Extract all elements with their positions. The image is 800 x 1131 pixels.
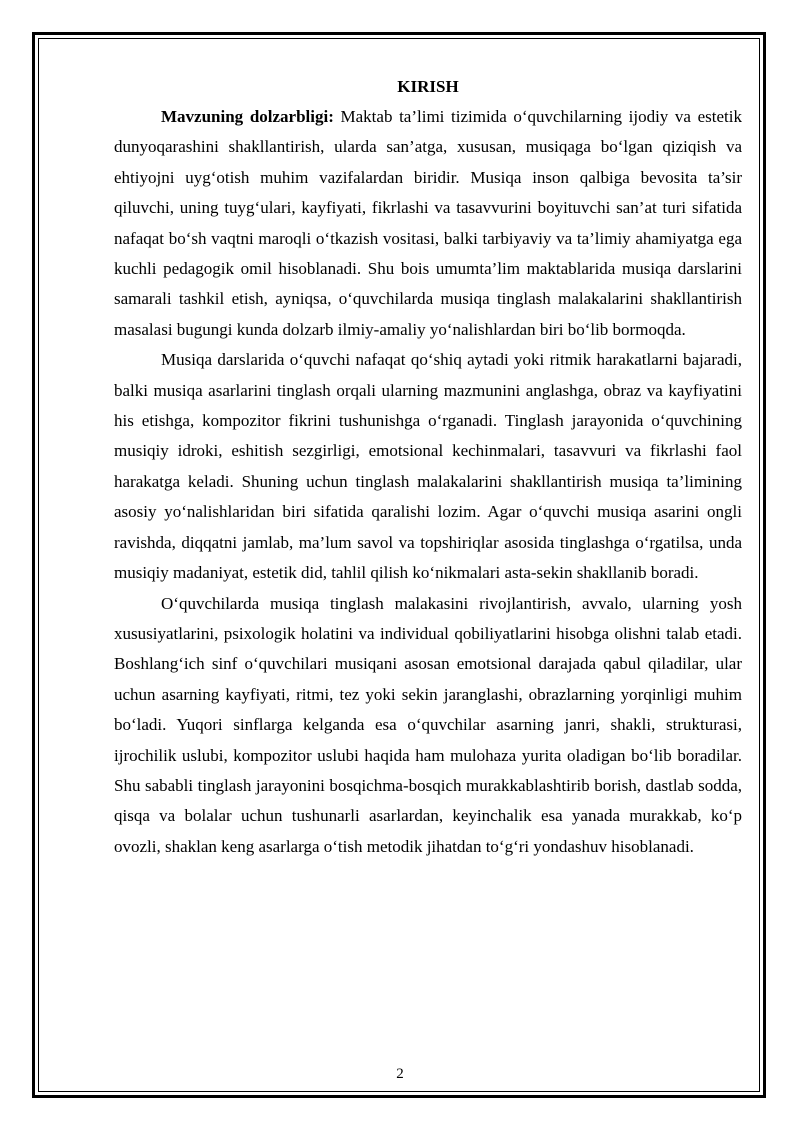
paragraph-text: Maktab ta’limi tizimida oʻquvchilarning ijodiy va estetik dunyoqarashini shakllantirish, ularda san’atga, xususan, musiqaga boʻlgan qiziqish va ehtiyojni uygʻotish muhim vazifalardan biridir. Musiqa inson qalbiga bevosita ta’sir qiluvchi, uning tuygʻulari, kayfiyati, fikrlashi va tasavvurini boyituvchi san’at turi sifatida nafaqat boʻsh vaqtni maroqli oʻtkazish vositasi, balki tarbiyaviy va ta’limiy ahamiyatga ega kuchli pedagogik omil hisoblanadi. Shu bois umumta’lim maktablarida musiqa darslarini samarali tashkil etish, ayniqsa, oʻquvchilarda musiqa tinglash malakalarini shakllantirish masalasi bugungi kunda dolzarb ilmiy-amaliy yoʻnalishlardan biri boʻlib bormoqda.	[114, 107, 742, 339]
paragraph-relevance	[114, 102, 742, 345]
document-body	[114, 76, 742, 862]
paragraph-listening: Musiqa darslarida oʻquvchi nafaqat qoʻshiq aytadi yoki ritmik harakatlarni bajaradi, balki musiqa asarlarini tinglash orqali ularning mazmunini anglashga, obraz va kayfiyatini his etishga, kompozitor fikrini tushunishga oʻrganadi. Tinglash jarayonida oʻquvchining musiqiy idroki, eshitish sezgirligi, emotsional kechinmalari, tasavvuri va fikrlashi faol harakatga keladi. Shuning uchun tinglash malakalarini shakllantirish musiqa ta’limining asosiy yoʻnalishlaridan biri sifatida qaralishi lozim. Agar oʻquvchi musiqa asarini ongli ravishda, diqqatni jamlab, ma’lum savol va topshiriqlar asosida tinglashga oʻrgatilsa, unda musiqiy madaniyat, estetik did, tahlil qilish koʻnikmalari asta-sekin shakllanib boradi.	[114, 350, 742, 583]
section-title: KIRISH	[397, 77, 459, 96]
paragraph-development: Oʻquvchilarda musiqa tinglash malakasini rivojlantirish, avvalo, ularning yosh xususiyatlarini, psixologik holatini va individual qobiliyatlarini hisobga olishni talab etadi. Boshlangʻich sinf oʻquvchilari musiqani asosan emotsional darajada qabul qiladilar, ular uchun asarning kayfiyati, ritmi, tez yoki sekin jaranglashi, obrazlarning yorqinligi muhim boʻladi. Yuqori sinflarga kelganda esa oʻquvchilar asarning janri, shakli, strukturasi, ijrochilik uslubi, kompozitor uslubi haqida ham mulohaza yurita oladigan boʻlib boradilar. Shu sababli tinglash jarayonini bosqichma-bosqich murakkablashtirib borish, dastlab sodda, qisqa va bolalar uchun tushunarli asarlardan, keyinchalik esa yanada murakkab, koʻp ovozli, shaklan keng asarlarga oʻtish metodik jihatdan toʻgʻri yondashuv hisoblanadi.	[114, 593, 742, 856]
paragraph-lead: Mavzuning dolzarbligi:	[161, 107, 334, 126]
page-number: 2	[396, 1066, 404, 1082]
